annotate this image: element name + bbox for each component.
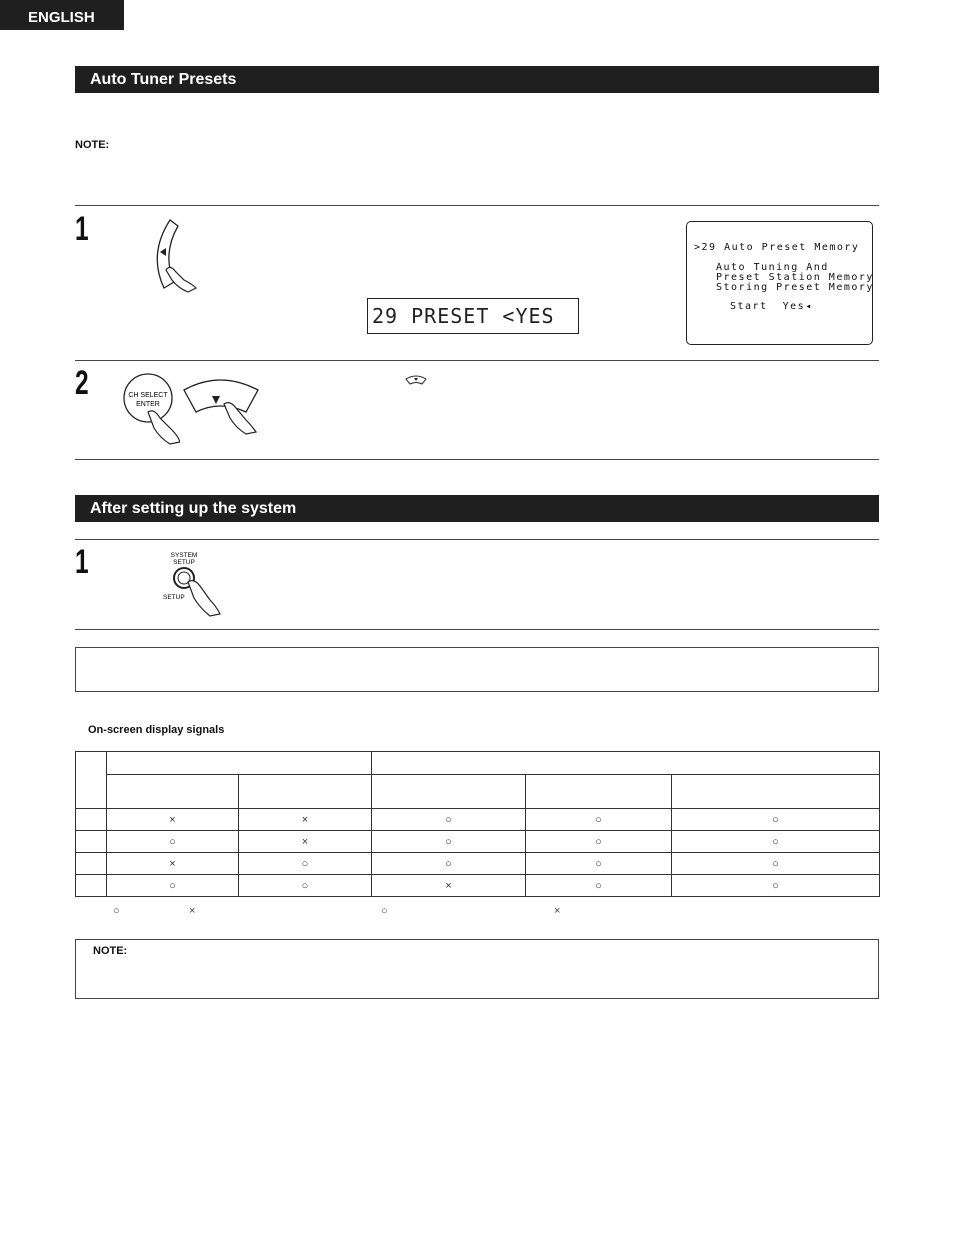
button-label: SETUP (173, 559, 195, 566)
system-setup-button-illustration (158, 548, 228, 620)
divider (75, 539, 879, 540)
table-cell: ○ (372, 809, 526, 831)
divider (75, 205, 879, 206)
down-arrow-button-illustration (180, 374, 264, 440)
table-cell: × (372, 875, 526, 897)
note-label: NOTE: (93, 945, 128, 957)
table-caption: On-screen display signals (88, 724, 225, 736)
down-arrow-icon (212, 396, 220, 404)
table-cell: ○ (107, 831, 239, 853)
osd-line: Start Yes◂ (730, 301, 813, 312)
section-title-after-setup: After setting up the system (75, 495, 879, 522)
button-label: SYSTEM (170, 552, 198, 559)
table-header-cell (372, 775, 526, 809)
table-cell: × (239, 831, 372, 853)
table-header-row (76, 775, 880, 809)
table-cell: ○ (672, 875, 880, 897)
table-cell (76, 853, 107, 875)
osd-line: >29 Auto Preset Memory (694, 242, 860, 253)
button-label: CH SELECT (128, 392, 168, 399)
note-box (75, 939, 879, 999)
down-button-icon (404, 374, 428, 386)
divider (75, 360, 879, 361)
table-header-cell (672, 775, 880, 809)
step-number: 2 (75, 364, 89, 402)
note-label: NOTE: (75, 139, 110, 151)
lcd-display: 29 PRESET <YES (367, 298, 579, 334)
legend-symbol: ○ (113, 905, 120, 917)
table-cell: ○ (526, 831, 672, 853)
table-header-row (76, 752, 880, 775)
divider (75, 459, 879, 460)
left-arrow-icon (160, 248, 166, 256)
section-title-auto-tuner-presets: Auto Tuner Presets (75, 66, 879, 93)
table-cell: ○ (672, 809, 880, 831)
table-cell: ○ (672, 831, 880, 853)
osd-line: Storing Preset Memory (716, 282, 874, 293)
table-header-cell (107, 752, 372, 775)
table-cell (76, 875, 107, 897)
table-header-cell (76, 752, 107, 809)
table-cell: ○ (372, 831, 526, 853)
ch-select-enter-button-illustration (120, 368, 180, 448)
tuning-dial-press-illustration (140, 214, 210, 294)
table-row (76, 831, 880, 853)
table-cell: ○ (107, 875, 239, 897)
table-header-cell (372, 752, 880, 775)
table-cell: ○ (372, 853, 526, 875)
table-cell: × (239, 809, 372, 831)
legend-symbol: × (554, 905, 561, 917)
hand-icon (166, 267, 196, 292)
signals-table (75, 751, 880, 897)
table-cell: × (107, 853, 239, 875)
button-label: SETUP (163, 594, 185, 601)
table-header-cell (107, 775, 239, 809)
table-cell: ○ (672, 853, 880, 875)
step-number: 1 (75, 543, 89, 581)
table-cell: ○ (526, 875, 672, 897)
language-tab: ENGLISH (0, 0, 124, 30)
table-cell: ○ (526, 809, 672, 831)
osd-line: Auto Tuning And (716, 262, 829, 273)
table-cell: × (107, 809, 239, 831)
table-row (76, 809, 880, 831)
table-cell: ○ (526, 853, 672, 875)
legend-symbol: × (189, 905, 196, 917)
table-header-cell (239, 775, 372, 809)
hand-icon (224, 403, 256, 434)
table-row (76, 875, 880, 897)
table-cell: ○ (239, 875, 372, 897)
hand-icon (188, 581, 220, 616)
legend-symbol: ○ (381, 905, 388, 917)
step-number: 1 (75, 210, 89, 248)
table-row (76, 853, 880, 875)
table-header-cell (526, 775, 672, 809)
table-cell (76, 809, 107, 831)
divider (75, 629, 879, 630)
table-cell (76, 831, 107, 853)
on-screen-display (686, 221, 873, 345)
button-label: ENTER (136, 401, 160, 408)
info-box (75, 647, 879, 692)
osd-line: Preset Station Memory (716, 272, 874, 283)
table-cell: ○ (239, 853, 372, 875)
